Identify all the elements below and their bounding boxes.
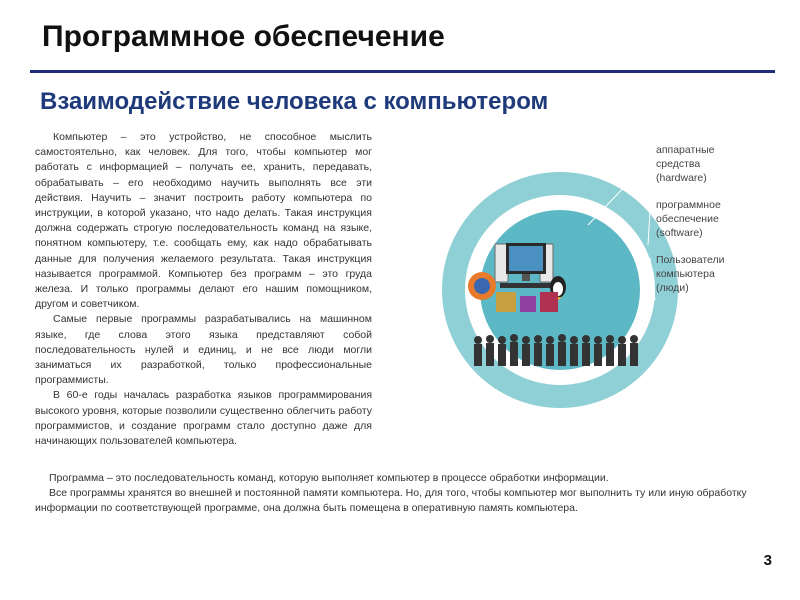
users-label-line: Пользователи — [656, 254, 725, 266]
bottom-text-block — [35, 471, 770, 517]
body-paragraph: Самые первые программы разрабатывались на машинном языке, где слова этого языка представляют собой последовательность нулей и единиц, и не все люди могли заниматься их разработкой, только профессиональные программисты. — [35, 313, 372, 387]
software-label — [656, 198, 776, 240]
software-label-line: программное — [656, 199, 721, 211]
hardware-label-line: аппаратные — [656, 144, 715, 156]
firefox-icon — [468, 272, 496, 300]
hardware-label — [656, 143, 776, 185]
body-paragraph: В 60-е годы началась разработка языков программирования высокого уровня, которые позволили существенно облегчить работу программистов, и создание программ стало доступно даже для начинающих пользователей компьютера. — [35, 389, 372, 448]
software-label-line: (software) — [656, 227, 703, 239]
hardware-label-line: (hardware) — [656, 172, 707, 184]
body-paragraph: Компьютер – это устройство, не способное мыслить самостоятельно, как человек. Для того, чтобы компьютер мог работать с информацией – получать ее, хранить, передавать, обрабатывать – его необходимо научить выполнять все эти действия. Научить – значит построить работу компьютера по инструкции, в которой указано, что надо делать. Такая инструкция должна содержать строгую последовательность команд на языке, понятном компьютеру, т.е. сообщать ему, как надо обрабатывать данные для получения желаемого результата. Такая инструкция называется программой. Компьютер без программ – это груда железа. И только программы делают его нашим помощником, другом и советчиком. — [35, 131, 372, 311]
hardware-label-line: средства — [656, 158, 701, 170]
slide-subtitle: Взаимодействие человека с компьютером — [40, 88, 549, 115]
users-label-line: (люди) — [656, 282, 689, 294]
slide-title: Программное обеспечение — [42, 20, 445, 53]
main-text-column — [35, 130, 372, 449]
page-number: 3 — [763, 552, 772, 569]
users-label — [656, 253, 776, 295]
definition-paragraph: Программа – это последовательность команд, которую выполняет компьютер в процессе обработки информации. — [49, 472, 609, 484]
memory-paragraph: Все программы хранятся во внешней и постоянной памяти компьютера. Но, для того, чтобы компьютер мог выполнить ту или иную обработку информации по соответствующей программе, она должна быть помещена в оперативную память компьютера. — [35, 487, 747, 515]
users-label-line: компьютера — [656, 268, 715, 280]
software-label-line: обеспечение — [656, 213, 719, 225]
title-divider — [30, 70, 775, 73]
